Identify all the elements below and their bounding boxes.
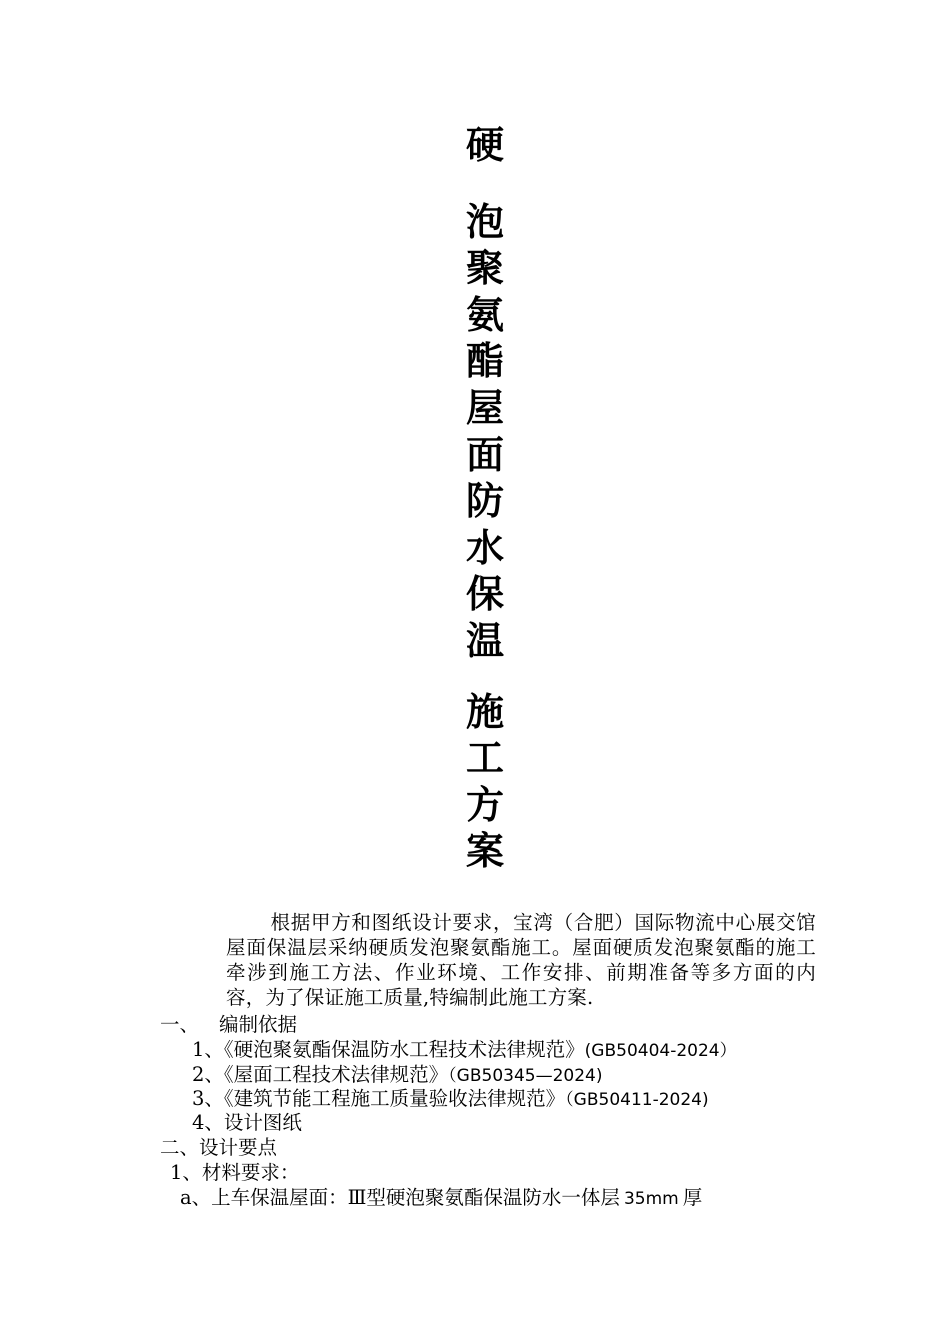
title-char: 硬 [465,122,504,167]
title-char: 温 [465,617,504,663]
list-item [192,1062,602,1089]
list-item-text: 4、设计图纸 [192,1111,302,1134]
list-item [192,1110,302,1135]
title-char: 案 [465,828,504,874]
title-char: 聚 [465,245,504,291]
title-char: 面 [465,431,504,477]
standard-code: （GB50411-2024) [565,1090,709,1110]
list-item [192,1086,709,1113]
list-item-text: 2、《屋面工程技术法律规范》 [192,1063,449,1086]
list-item-text: 1、《硬泡聚氨酯保温防水工程技术法律规范》 [192,1038,585,1061]
title-char: 酯 [465,338,504,384]
section-heading-design: 二、设计要点 [160,1136,278,1159]
section-title: 编制依据 [219,1013,298,1036]
title-char: 泡 [465,198,504,244]
title-char: 施 [465,688,504,734]
list-item [180,1185,702,1212]
intro-text: 根据甲方和图纸设计要求，宝湾（合肥）国际物流中心展交馆屋面保温层采纳硬质发泡聚氨酯施工。屋面硬质发泡聚氨酯的施工牵涉到施工方法、作业环境、工作安排、前期准备等多方面的内容，为了保证施工质量,特编制此施工方案. [226,911,816,1009]
title-char: 工 [465,735,504,781]
title-char: 氨 [465,291,504,337]
section-number: 一、 [160,1013,200,1036]
intro-paragraph [226,910,816,1010]
list-item-text: 3、《建筑节能工程施工质量验收法律规范》 [192,1087,566,1110]
title-char: 水 [465,524,504,570]
title-char: 屋 [465,384,504,430]
list-item [192,1037,737,1064]
title-char: 方 [465,781,504,827]
title-char: 防 [465,478,504,524]
document-title [455,122,515,875]
thickness-value: 35mm [623,1189,679,1209]
unit-suffix: 厚 [682,1186,703,1209]
list-item-text: a、上车保温屋面：Ⅲ型硬泡聚氨酯保温防水一体层 [180,1186,620,1209]
title-char: 保 [465,571,504,617]
subsection-heading: 1、材料要求： [170,1161,300,1184]
standard-code: （GB50345—2024) [448,1066,603,1086]
standard-code: (GB50404-2024） [584,1041,737,1061]
section-heading-basis [160,1012,297,1037]
